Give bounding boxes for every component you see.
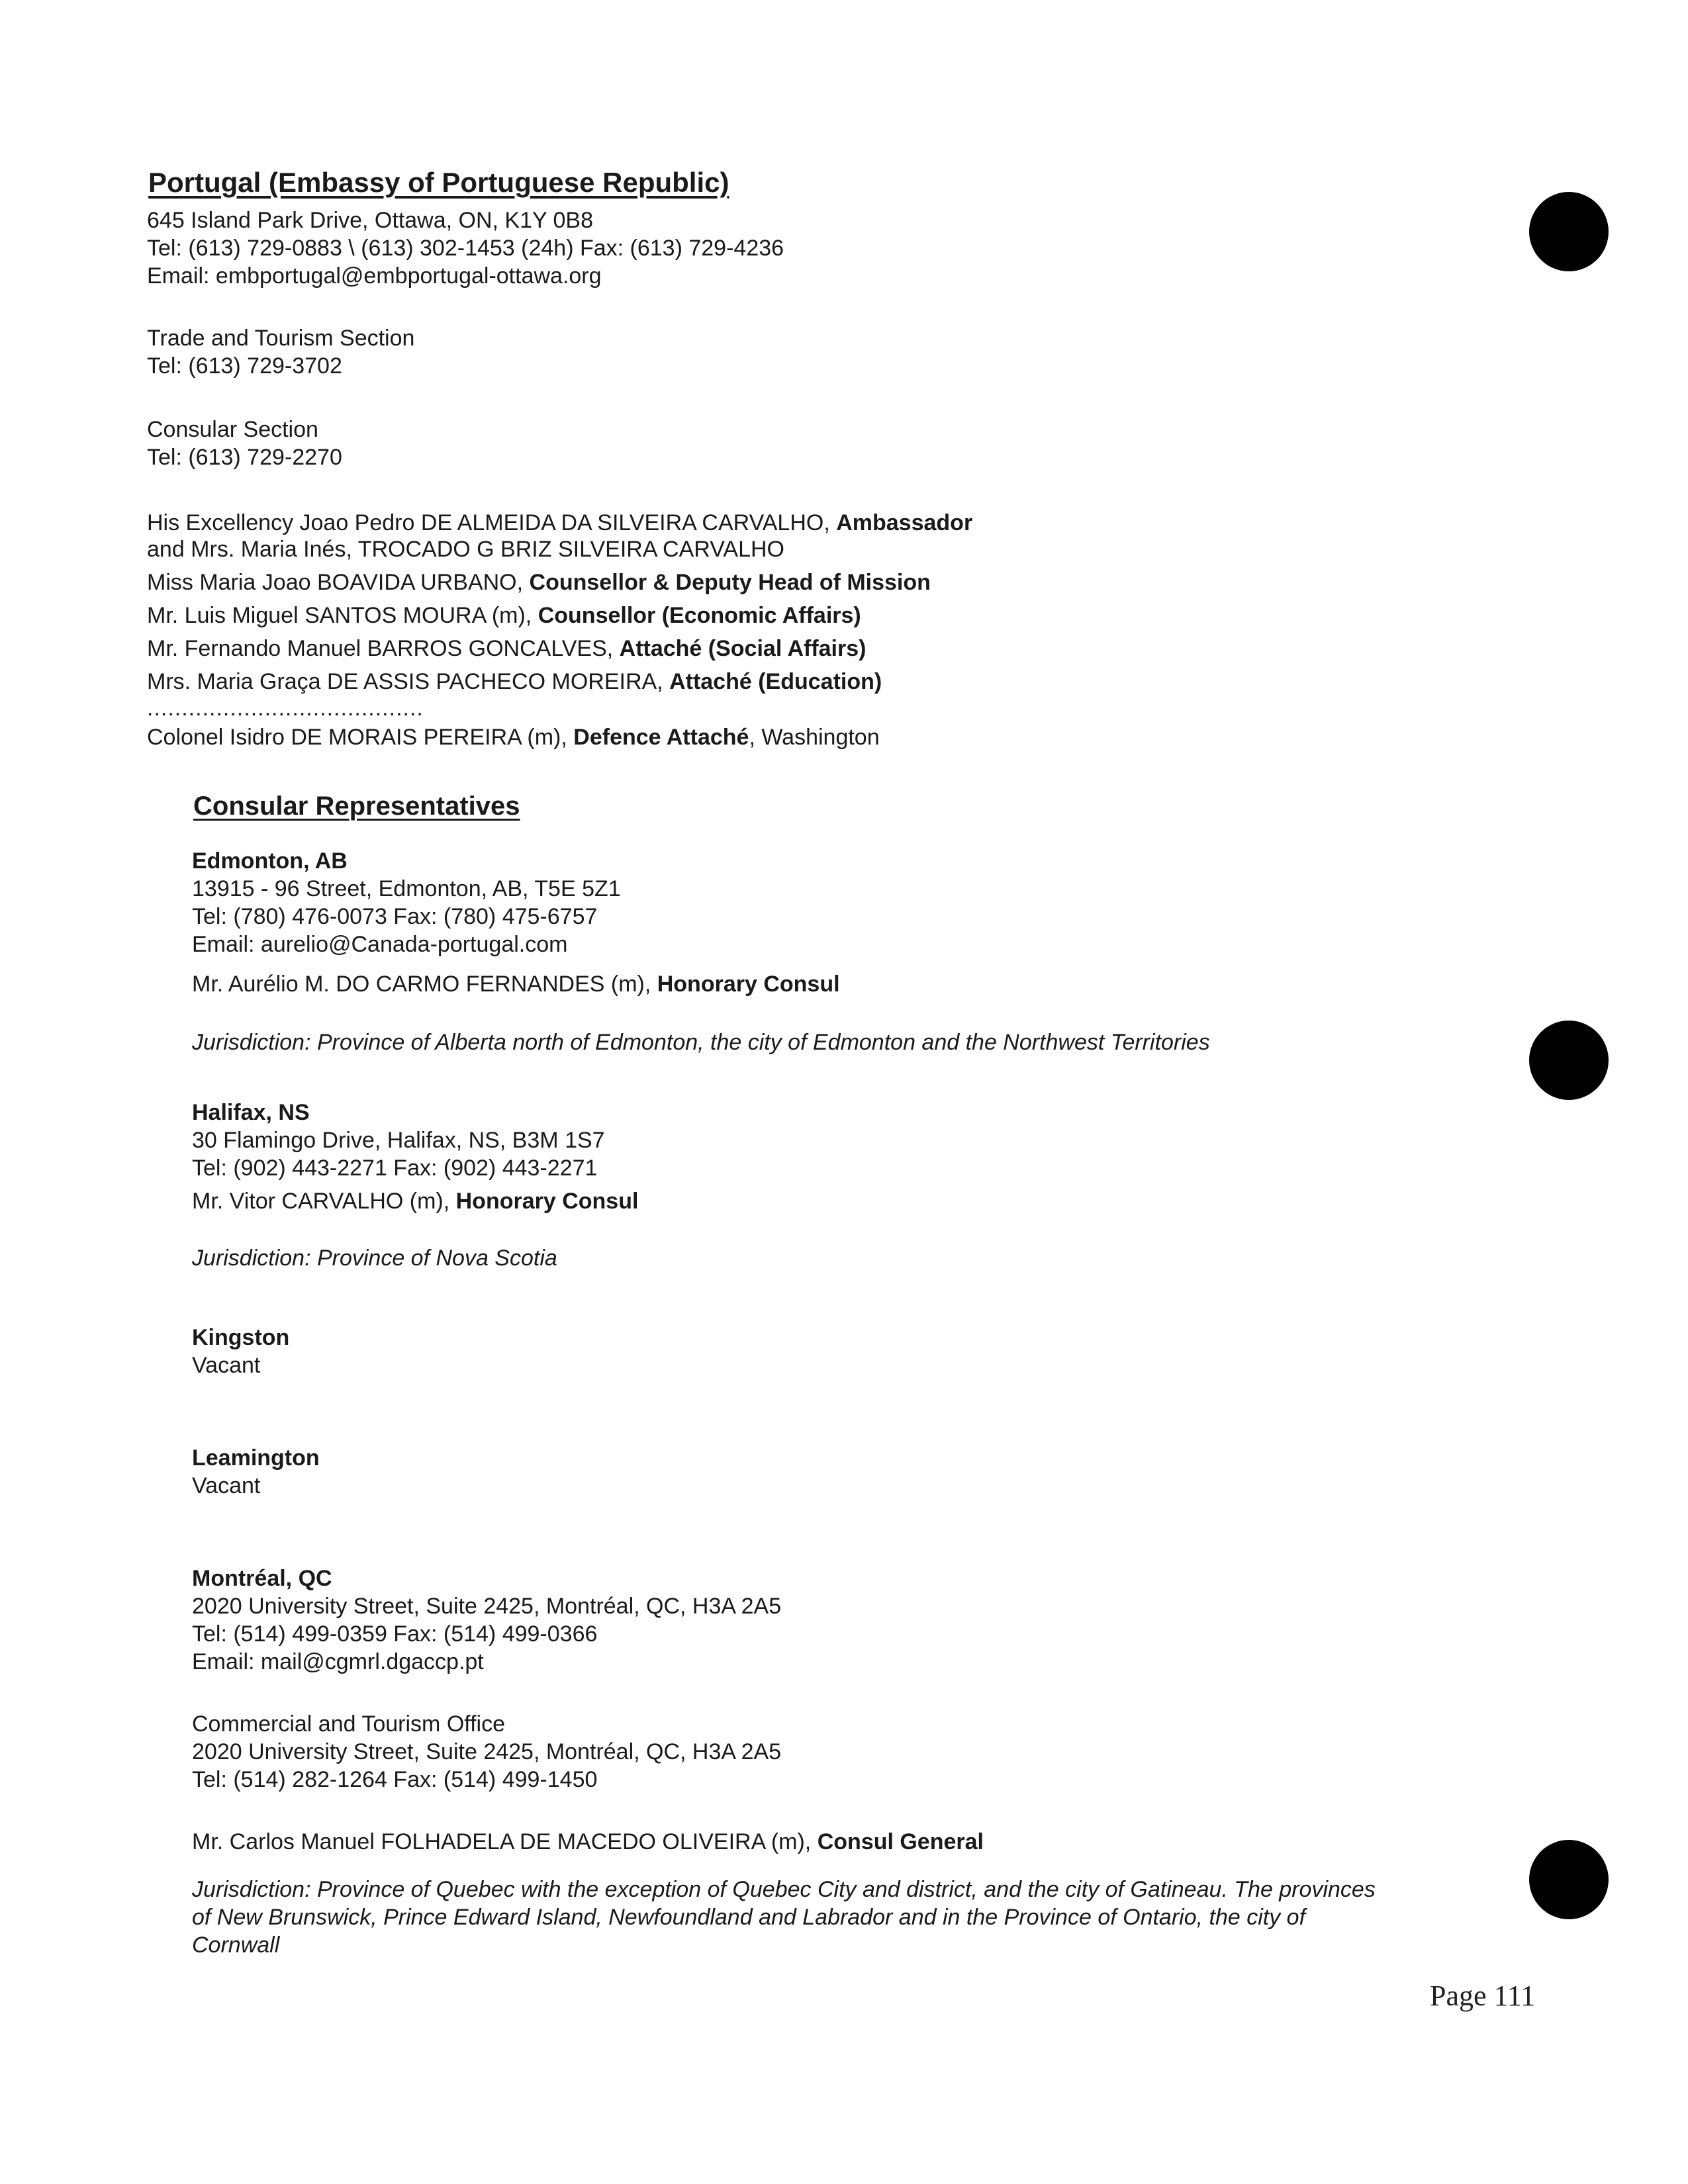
consulate-phone: Tel: (514) 499-0359 Fax: (514) 499-0366 (192, 1621, 598, 1647)
consulate-city: Montréal, QC (192, 1566, 332, 1591)
consulate-email: Email: mail@cgmrl.dgaccp.pt (192, 1649, 484, 1674)
punch-hole (1529, 1021, 1609, 1100)
embassy-address: 645 Island Park Drive, Ottawa, ON, K1Y 0B8 (147, 208, 594, 233)
defence-entry (147, 724, 972, 751)
consulate-address: 30 Flamingo Drive, Halifax, NS, B3M 1S7 (192, 1128, 605, 1153)
jurisdiction-line: Jurisdiction: Province of Quebec with the exception of Quebec City and district, and the city of Gatineau. The provinces (192, 1877, 1376, 1902)
commercial-office-label: Commercial and Tourism Office (192, 1711, 506, 1737)
defence-name: Colonel Isidro DE MORAIS PEREIRA (m), (147, 725, 574, 750)
commercial-office-address: 2020 University Street, Suite 2425, Montréal, QC, H3A 2A5 (192, 1739, 782, 1764)
consulate-phone: Tel: (780) 476-0073 Fax: (780) 475-6757 (192, 904, 598, 929)
staff-name: Mrs. Maria Graça DE ASSIS PACHECO MOREIRA, (147, 669, 670, 694)
consul-name: Mr. Aurélio M. DO CARMO FERNANDES (m), (192, 972, 657, 997)
trade-section-phone: Tel: (613) 729-3702 (147, 353, 342, 379)
staff-title: Counsellor & Deputy Head of Mission (529, 570, 931, 595)
consular-section-phone: Tel: (613) 729-2270 (147, 445, 342, 470)
consulate-city: Kingston (192, 1325, 290, 1350)
staff-list (147, 510, 972, 751)
consulate-edmonton (192, 847, 1210, 1056)
embassy-email: Email: embportugal@embportugal-ottawa.org (147, 263, 602, 289)
commercial-office-phone: Tel: (514) 282-1264 Fax: (514) 499-1450 (192, 1767, 598, 1792)
staff-name: His Excellency Joao Pedro DE ALMEIDA DA SILVEIRA CARVALHO, (147, 510, 837, 535)
consular-representatives-heading: Consular Representatives (193, 792, 520, 821)
defence-location: , Washington (749, 725, 880, 750)
consulate-person (192, 1828, 1376, 1856)
trade-section-label: Trade and Tourism Section (147, 326, 415, 351)
embassy-contact (147, 206, 784, 290)
consul-title: Honorary Consul (455, 1189, 639, 1214)
staff-entry (147, 569, 972, 596)
consulate-jurisdiction: Jurisdiction: Province of Alberta north of Edmonton, the city of Edmonton and the Northwest Territories (192, 1030, 1210, 1055)
staff-name: Mr. Fernando Manuel BARROS GONCALVES, (147, 636, 620, 661)
consulate-leamington (192, 1444, 320, 1500)
consular-section-label: Consular Section (147, 417, 318, 442)
consulate-phone: Tel: (902) 443-2271 Fax: (902) 443-2271 (192, 1156, 598, 1181)
staff-title: Attaché (Social Affairs) (619, 636, 867, 661)
staff-name: Mr. Luis Miguel SANTOS MOURA (m), (147, 603, 538, 628)
punch-hole (1529, 192, 1609, 271)
consulate-montreal (192, 1565, 1376, 1959)
consulate-address: 2020 University Street, Suite 2425, Montréal, QC, H3A 2A5 (192, 1594, 782, 1619)
embassy-phone: Tel: (613) 729-0883 \ (613) 302-1453 (24h) Fax: (613) 729-4236 (147, 236, 784, 261)
consulate-status: Vacant (192, 1353, 261, 1378)
jurisdiction-line: Cornwall (192, 1933, 280, 1958)
defence-title: Defence Attaché (573, 725, 749, 750)
staff-name: Miss Maria Joao BOAVIDA URBANO, (147, 570, 530, 595)
consul-name: Mr. Carlos Manuel FOLHADELA DE MACEDO OLIVEIRA (m), (192, 1829, 818, 1854)
trade-section (147, 324, 414, 380)
consulate-city: Halifax, NS (192, 1100, 310, 1125)
jurisdiction-line: of New Brunswick, Prince Edward Island, Newfoundland and Labrador and in the Province of Ontario, the city of (192, 1905, 1306, 1930)
staff-entry (147, 668, 972, 695)
staff-title: Counsellor (Economic Affairs) (538, 603, 861, 628)
staff-spouse: and Mrs. Maria Inés, TROCADO G BRIZ SILVEIRA CARVALHO (147, 537, 784, 562)
consulate-jurisdiction (192, 1876, 1376, 1959)
punch-hole (1529, 1840, 1609, 1919)
consul-title: Honorary Consul (657, 972, 840, 997)
staff-title: Attaché (Education) (669, 669, 882, 694)
consulate-halifax (192, 1099, 638, 1272)
consulate-kingston (192, 1324, 289, 1379)
dotted-separator: ........................................ (147, 696, 424, 721)
staff-entry (147, 602, 972, 629)
staff-entry (147, 635, 972, 662)
consulate-jurisdiction: Jurisdiction: Province of Nova Scotia (192, 1246, 557, 1271)
consulate-person (192, 1187, 638, 1215)
staff-title: Ambassador (836, 510, 973, 535)
consular-section (147, 416, 342, 471)
consulate-email: Email: aurelio@Canada-portugal.com (192, 932, 568, 957)
consul-name: Mr. Vitor CARVALHO (m), (192, 1189, 456, 1214)
consulate-address: 13915 - 96 Street, Edmonton, AB, T5E 5Z1 (192, 876, 621, 901)
embassy-heading: Portugal (Embassy of Portuguese Republic) (148, 167, 729, 198)
consulate-city: Leamington (192, 1445, 320, 1471)
consulate-person (192, 970, 1210, 998)
consulate-city: Edmonton, AB (192, 848, 348, 874)
staff-entry (147, 510, 972, 536)
consulate-status: Vacant (192, 1473, 261, 1498)
consul-title: Consul General (817, 1829, 984, 1854)
page-number: Page 111 (1430, 1979, 1536, 2012)
